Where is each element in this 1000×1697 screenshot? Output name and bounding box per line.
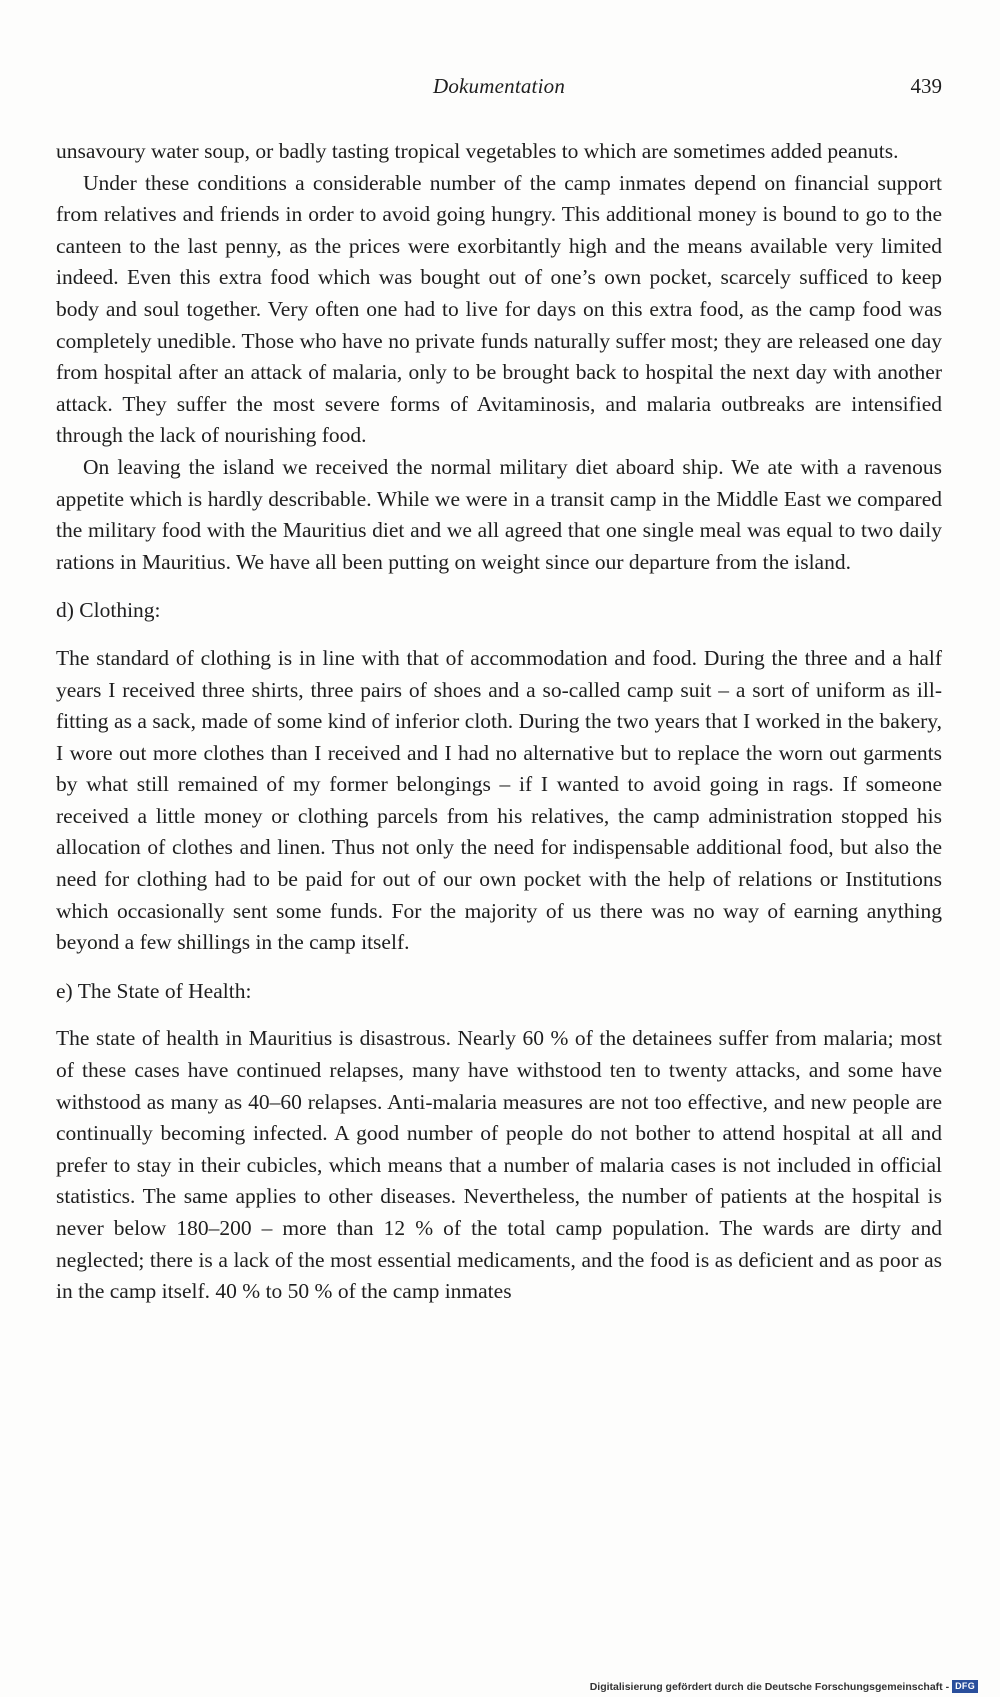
paragraph-financial-support: Under these conditions a considerable number of the camp inmates depend on financial support from relatives and friends in order to avoid going hungry. This additional money is bound to go to the canteen to the last penny, as the prices were exorbitantly high and the means available very limited indeed. Even this extra food which was bought out of one’s own pocket, scarcely sufficed to keep body and soul together. Very often one had to live for days on this extra food, as the camp food was completely unedible. Those who have no private funds naturally suffer most; they are released one day from hospital after an attack of malaria, only to be brought back to hospital the next day with another attack. They suffer the most severe forms of Avitaminosis, and malaria outbreaks are intensified through the lack of nourishing food. — [56, 170, 942, 448]
section-heading-clothing: d) Clothing: — [56, 598, 161, 623]
dfg-logo: DFG — [952, 1680, 978, 1693]
body-text — [56, 136, 942, 1308]
digitization-credit — [590, 1680, 978, 1693]
running-title: Dokumentation — [432, 74, 566, 98]
section-spacer — [56, 578, 942, 595]
page-number: 439 — [910, 74, 942, 98]
section-spacer — [56, 959, 942, 976]
running-header — [56, 74, 942, 104]
credit-text: Digitalisierung gefördert durch die Deutsche Forschungsgemeinschaft - — [589, 1680, 950, 1693]
section-spacer — [56, 1007, 942, 1023]
paragraph-health: The state of health in Mauritius is disastrous. Nearly 60 % of the detainees suffer from malaria; most of these cases have continued relapses, many have withstood ten to twenty attacks, and some have withstood as many as 40–60 relapses. Anti-malaria measures are not too effective, and new people are continually becoming infected. A good number of people do not bother to attend hospital at all and prefer to stay in their cubicles, which means that a number of malaria cases is not included in official statistics. The same applies to other diseases. Nevertheless, the number of patients at the hospital is never below 180–200 – more than 12 % of the total camp population. The wards are dirty and neglected; there is a lack of the most essential medicaments, and the food is as deficient and as poor as in the camp itself. 40 % to 50 % of the camp inmates — [56, 1026, 942, 1304]
paragraph-leaving-island: On leaving the island we received the normal military diet aboard ship. We ate with a ravenous appetite which is hardly describable. While we were in a transit camp in the Middle East we compared the military food with the Mauritius diet and we all agreed that one single meal was equal to two daily rations in Mauritius. We have all been putting on weight since our departure from the island. — [56, 454, 942, 574]
paragraph-continued: unsavoury water soup, or badly tasting tropical vegetables to which are sometimes added peanuts. — [56, 139, 899, 163]
section-heading-health: e) The State of Health: — [56, 978, 252, 1003]
section-spacer — [56, 627, 942, 643]
paragraph-clothing: The standard of clothing is in line with that of accommodation and food. During the three and a half years I received three shirts, three pairs of shoes and a so-called camp suit – a sort of uniform as ill-fitting as a sack, made of some kind of inferior cloth. During the two years that I worked in the bakery, I wore out more clothes than I received and I had no alternative but to replace the worn out garments by what still remained of my former belongings – if I wanted to avoid going in rags. If someone received a little money or clothing parcels from his relatives, the camp administration stopped his allocation of clothes and linen. Thus not only the need for indispensable additional food, but also the need for clothing had to be paid for out of our own pocket with the help of relations or Institutions which occasionally sent some funds. For the majority of us there was no way of earning anything beyond a few shillings in the camp itself. — [56, 645, 942, 955]
